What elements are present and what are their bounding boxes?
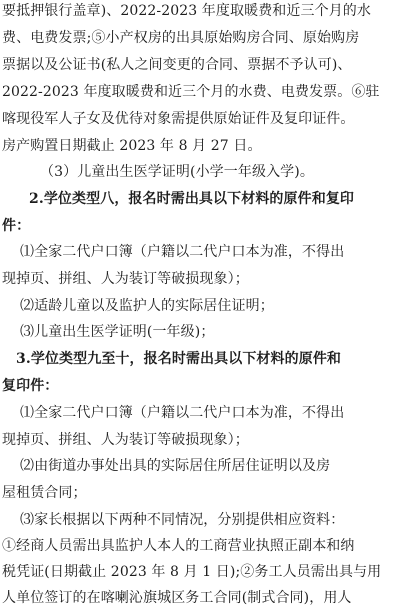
text-line-2: 费、电费发票;⑤小产权房的出具原始购房合同、原始购房	[2, 30, 360, 46]
text-line-21: ①经商人员需出具监护人本人的工商营业执照正副本和纳	[2, 538, 355, 554]
text-line-6: 房产购置日期截止 2023 年 8 月 27 日。	[2, 138, 262, 154]
section-heading-type-9-10: 3.学位类型九至十，报名时需出具以下材料的原件和	[16, 351, 342, 367]
text-line-12: ⑵适龄儿童以及监护人的实际居住证明；	[20, 298, 274, 314]
text-line-17: 现掉页、拼组、人为装订等破损现象）；	[2, 432, 249, 448]
text-line-3: 票据以及公证书(私人之间变更的合同、票据不予认可)、	[2, 57, 352, 73]
text-line-13: ⑶儿童出生医学证明(一年级)；	[20, 324, 215, 340]
text-line-10: ⑴全家二代户口簿（户籍以二代户口本为准，不得出	[20, 244, 345, 260]
text-line-11: 现掉页、拼组、人为装订等破损现象）；	[2, 271, 249, 287]
text-line-20: ⑶家长根据以下两种不同情况，分别提供相应资料：	[20, 512, 345, 528]
text-line-1: 要抵押银行盖章)、2022-2023 年度取暖费和近三个月的水	[2, 3, 371, 19]
section-heading-type-8: 2.学位类型八，报名时需出具以下材料的原件和复印	[29, 191, 355, 207]
text-line-16: ⑴全家二代户口簿（户籍以二代户口本为准，不得出	[20, 405, 345, 421]
text-line-22: 税凭证(日期截止 2023 年 8 月 1 日);②务工人员需出具与用	[2, 564, 382, 580]
text-line-19: 屋租赁合同；	[2, 485, 87, 501]
text-line-23: 人单位签订的在喀喇沁旗城区务工合同(制式合同)，用人	[2, 590, 352, 606]
text-line-18: ⑵由街道办事处出具的实际居住所居住证明以及房	[20, 458, 331, 474]
section-heading-type-8-cont: 件：	[2, 218, 31, 234]
section-heading-type-9-10-cont: 复印件：	[2, 378, 59, 394]
text-line-7: （3）儿童出生医学证明(小学一年级入学)。	[40, 164, 314, 180]
text-line-4: 2022-2023 年度取暖费和近三个月的水费、电费发票。⑥驻	[2, 84, 380, 100]
text-line-5: 喀现役军人子女及优待对象需提供原始证件及复印证件。	[2, 111, 355, 127]
